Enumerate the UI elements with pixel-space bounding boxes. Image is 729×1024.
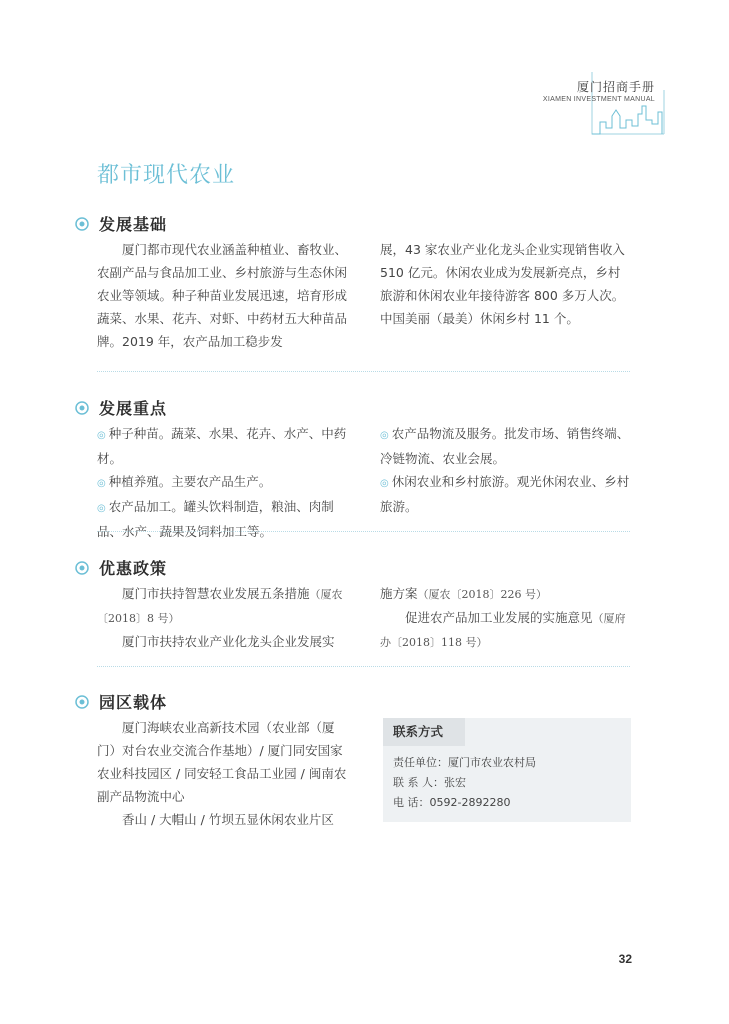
- target-icon: [75, 695, 89, 709]
- contact-unit: 责任单位：厦门市农业农村局: [393, 756, 536, 769]
- section-header-parks: [75, 690, 167, 713]
- list-item: ◎ 农产品加工。罐头饮料制造，粮油、肉制品、水产、蔬果及饲料加工等。: [97, 499, 334, 539]
- contact-box: [383, 718, 631, 822]
- contact-phone: 电 话：0592-2892280: [393, 796, 511, 809]
- manual-subtitle: XIAMEN INVESTMENT MANUAL: [542, 96, 655, 103]
- section-divider: [97, 371, 630, 372]
- section-header-focus: [75, 396, 167, 419]
- policy-item: 厦门市扶持农业产业化龙头企业发展实: [122, 634, 335, 649]
- ring-bullet-icon: ◎: [97, 430, 106, 441]
- contact-person: 联 系 人：张宏: [393, 776, 466, 789]
- target-icon: [75, 561, 89, 575]
- ring-bullet-icon: ◎: [97, 478, 106, 489]
- target-icon: [75, 401, 89, 415]
- section-title: 园区载体: [99, 693, 168, 712]
- section-title: 发展重点: [99, 399, 168, 418]
- list-item: ◎ 种植养殖。主要农产品生产。: [97, 474, 272, 489]
- target-icon: [75, 217, 89, 231]
- contact-heading: 联系方式: [383, 718, 465, 746]
- section-divider: [97, 666, 630, 667]
- policy-item: 促进农产品加工业发展的实施意见（厦府办〔2018〕118 号）: [380, 610, 626, 649]
- focus-right-column: [380, 422, 632, 518]
- ring-bullet-icon: ◎: [97, 503, 106, 514]
- parks-text: 香山 / 大帽山 / 竹坝五显休闲农业片区: [122, 812, 334, 827]
- section-title: 优惠政策: [99, 559, 168, 578]
- section-title: 发展基础: [99, 215, 168, 234]
- section-header-policy: [75, 556, 167, 579]
- ring-bullet-icon: ◎: [380, 430, 389, 441]
- policy-right-column: [380, 582, 632, 654]
- foundation-right-text: 展，43 家农业产业化龙头企业实现销售收入 510 亿元。休闲农业成为发展新亮点，乡村旅游和休闲农业年接待游客 800 多万人次。中国美丽（最美）休闲乡村 11 个。: [380, 242, 625, 326]
- foundation-left-column: [97, 238, 351, 353]
- focus-left-column: [97, 422, 355, 543]
- ring-bullet-icon: ◎: [380, 478, 389, 489]
- foundation-right-column: [380, 238, 632, 330]
- policy-item-continued: 施方案（厦农〔2018〕226 号）: [380, 586, 548, 601]
- list-item: ◎ 农产品物流及服务。批发市场、销售终端、冷链物流、农业会展。: [380, 426, 630, 466]
- policy-item: 厦门市扶持智慧农业发展五条措施（厦农〔2018〕8 号）: [97, 586, 343, 625]
- list-item: ◎ 休闲农业和乡村旅游。观光休闲农业、乡村旅游。: [380, 474, 630, 514]
- section-divider: [97, 531, 630, 532]
- foundation-left-text: 厦门都市现代农业涵盖种植业、畜牧业、农副产品与食品加工业、乡村旅游与生态休闲农业等领域。种子种苗业发展迅速，培育形成蔬菜、水果、花卉、对虾、中药材五大种苗品牌。2019 年，农产品加工稳步发: [97, 242, 348, 349]
- section-header-foundation: [75, 212, 167, 235]
- parks-text: 厦门海峡农业高新技术园（农业部（厦门）对台农业交流合作基地）/ 厦门同安国家农业科技园区 / 同安轻工食品工业园 / 闽南农副产品物流中心: [97, 720, 347, 804]
- manual-title: 厦门招商手册: [576, 80, 655, 94]
- page-title: 都市现代农业: [97, 163, 236, 188]
- policy-left-column: [97, 582, 353, 653]
- page-number: 32: [618, 952, 632, 966]
- parks-column: [97, 716, 353, 831]
- list-item: ◎ 种子种苗。蔬菜、水果、花卉、水产、中药材。: [97, 426, 347, 466]
